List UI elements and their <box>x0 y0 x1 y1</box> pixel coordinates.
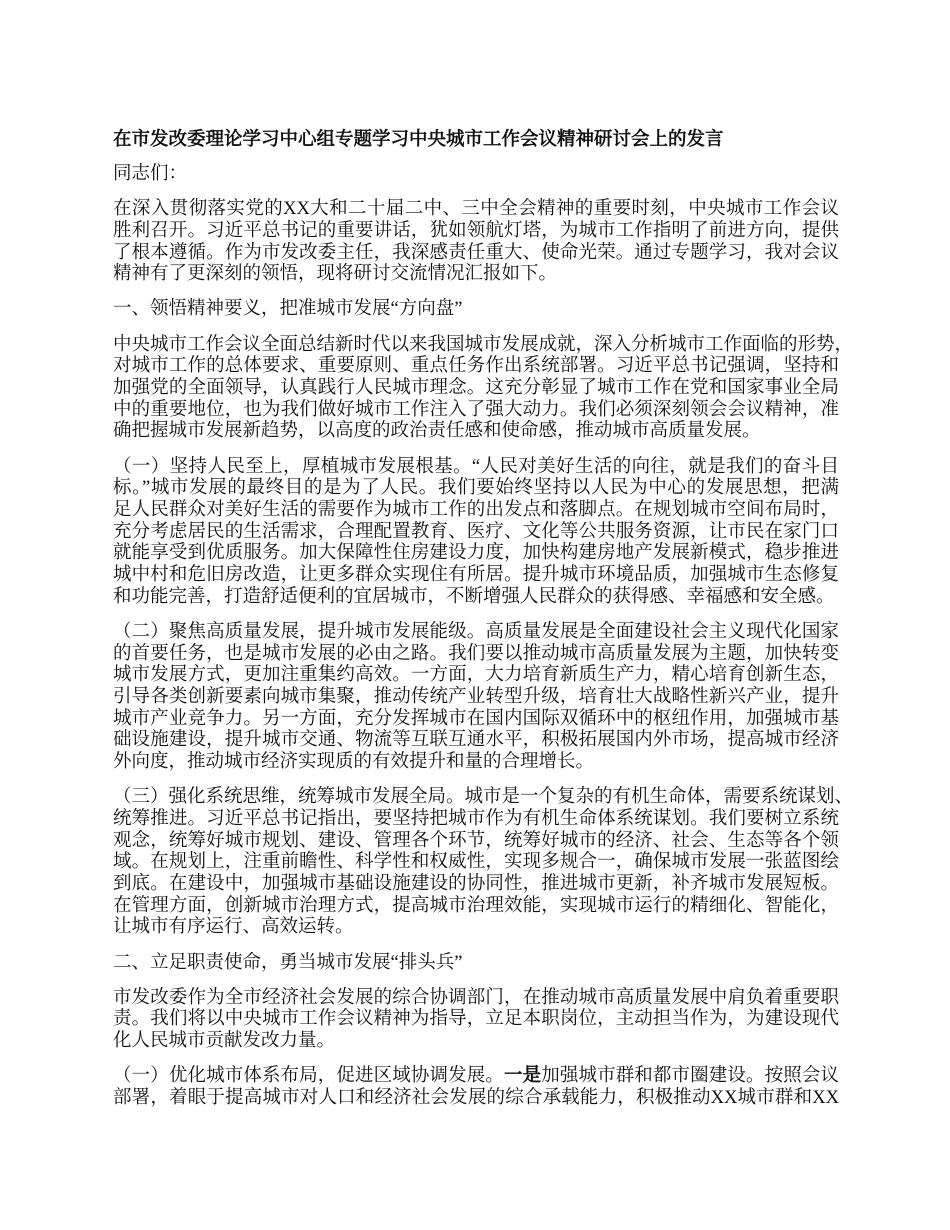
text-line: 中央城市工作会议全面总结新时代以来我国城市发展成就，深入分析城市工作面临的形势， <box>113 334 854 355</box>
text-line: 标。”城市发展的最终目的是为了人民。我们要始终坚持以人民为中心的发展思想，把满 <box>113 478 839 499</box>
text-line: 确把握城市发展新趋势，以高度的政治责任感和使命感，推动城市高质量发展。 <box>113 421 761 442</box>
text-line: 化人民城市贡献发改力量。 <box>113 1031 336 1052</box>
text-line: 统筹推进。习近平总书记指出，要坚持把城市作为有机生命体系统谋划。我们要树立系统 <box>113 808 839 829</box>
text-line: 让城市有序运行、高效运转。 <box>113 917 354 938</box>
text-line: 加强党的全面领导，认真践行人民城市理念。这充分彰显了城市工作在党和国家事业全局 <box>113 378 839 398</box>
text-line: （二）聚焦高质量发展，提升城市发展能级。高质量发展是全面建设社会主义现代化国家 <box>113 621 839 642</box>
text-line: 中的重要地位，也为我们做好城市工作注入了强大动力。我们必须深刻领会会议精神，准 <box>113 399 839 420</box>
text-line <box>113 1066 839 1088</box>
paragraph <box>113 988 839 1053</box>
text-line: 的首要任务，也是城市发展的必由之路。我们要以推动城市高质量发展为主题，加快转变 <box>113 643 839 664</box>
text-segment: （一）优化城市体系布局，促进区域协调发展。 <box>113 1066 504 1087</box>
bold-text-segment: 一是 <box>503 1066 542 1087</box>
paragraph <box>113 622 839 774</box>
document-page <box>113 129 854 1123</box>
text-line: 城市产业竞争力。另一方面，充分发挥城市在国内国际双循环中的枢纽作用，加强城市基 <box>113 708 839 729</box>
text-line: 市发改委作为全市经济社会发展的综合协调部门，在推动城市高质量发展中肩负着重要职 <box>113 987 839 1008</box>
document-body <box>113 164 854 1053</box>
paragraph <box>113 199 839 286</box>
text-line: 和功能完善，打造舒适便利的宜居城市，不断增强人民群众的获得感、幸福感和安全感。 <box>113 586 835 607</box>
text-line: 了根本遵循。作为市发改委主任，我深感责任重大、使命光荣。通过专题学习，我对会议 <box>113 242 839 263</box>
paragraph <box>113 953 839 975</box>
paragraph <box>113 457 839 609</box>
text-line: 胜利召开。习近平总书记的重要讲话，犹如领航灯塔，为城市工作指明了前进方向，提供 <box>113 220 839 241</box>
text-line: 责。我们将以中央城市工作会议精神为指导，立足本职岗位，主动担当作为，为建设现代 <box>113 1009 839 1030</box>
text-segment: 加强城市群和都市圈建设。按照会议 <box>541 1066 839 1087</box>
document-title: 在市发改委理论学习中心组专题学习中央城市工作会议精神研讨会上的发言 <box>113 130 724 150</box>
text-line: 在管理方面，创新城市治理方式，提高城市治理效能，实现城市运行的精细化、智能化， <box>113 895 839 916</box>
paragraph <box>113 334 854 443</box>
text-line: 引导各类创新要素向城市集聚，推动传统产业转型升级，培育壮大战略性新兴产业，提升 <box>113 686 839 707</box>
text-line: （三）强化系统思维，统筹城市发展全局。城市是一个复杂的有机生命体，需要系统谋划、 <box>113 787 854 808</box>
text-line: 城中村和危旧房改造，让更多群众实现住有所居。提升城市环境品质，加强城市生态修复 <box>113 565 839 585</box>
text-line: 域。在规划上，注重前瞻性、科学性和权威性，实现多规合一，确保城市发展一张蓝图绘 <box>113 852 839 873</box>
paragraph <box>113 299 839 321</box>
text-line: 同志们： <box>113 164 188 184</box>
paragraph <box>113 164 839 186</box>
text-line: 就能享受到优质服务。加大保障性住房建设力度，加快构建房地产发展新模式，稳步推进 <box>113 543 839 564</box>
text-line: 充分考虑居民的生活需求，合理配置教育、医疗、文化等公共服务资源，让市民在家门口 <box>113 521 839 542</box>
text-line: 足人民群众对美好生活的需要作为城市工作的出发点和落脚点。在规划城市空间布局时， <box>113 499 839 520</box>
text-line: 二、立足职责使命，勇当城市发展“排头兵” <box>113 952 463 973</box>
text-line: 部署，着眼于提高城市对人口和经济社会发展的综合承载能力，积极推动XX城市群和XX <box>113 1087 839 1108</box>
text-line: （一）坚持人民至上，厚植城市发展根基。“人民对美好生活的向往，就是我们的奋斗目 <box>113 456 839 477</box>
text-line: 城市发展方式，更加注重集约高效。一方面，大力培育新质生产力，精心培育创新生态， <box>113 665 839 686</box>
text-line: 础设施建设，提升城市交通、物流等互联互通水平，积极拓展国内外市场，提高城市经济 <box>113 730 839 751</box>
text-line: 外向度，推动城市经济实现质的有效提升和量的合理增长。 <box>113 752 595 772</box>
text-line: 精神有了更深刻的领悟，现将研讨交流情况汇报如下。 <box>113 264 558 285</box>
text-line: 观念，统筹好城市规划、建设、管理各个环节，统筹好城市的经济、社会、生态等各个领 <box>113 830 839 851</box>
text-line: 对城市工作的总体要求、重要原则、重点任务作出系统部署。习近平总书记强调，坚持和 <box>113 356 839 377</box>
paragraph <box>113 787 854 939</box>
text-line: 一、领悟精神要义，把准城市发展“方向盘” <box>113 299 463 320</box>
text-line: 到底。在建设中，加强城市基础设施建设的协同性，推进城市更新，补齐城市发展短板。 <box>113 873 839 894</box>
text-line: 在深入贯彻落实党的XX大和二十届二中、三中全会精神的重要时刻，中央城市工作会议 <box>113 199 839 220</box>
paragraph-optimize-urban-layout <box>113 1066 839 1109</box>
